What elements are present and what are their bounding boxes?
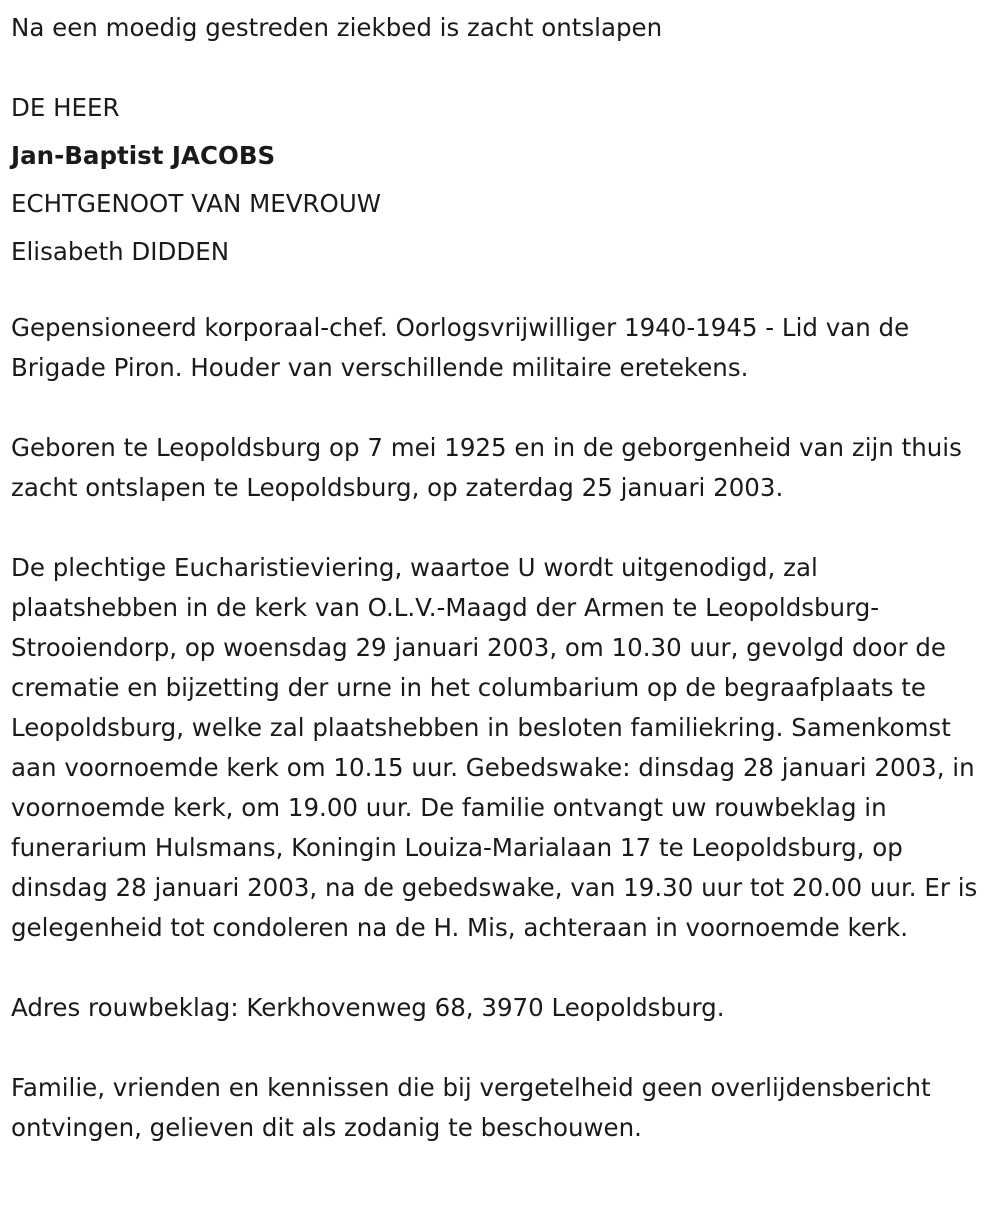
spouse-name: Elisabeth DIDDEN xyxy=(11,237,230,266)
intro-line: Na een moedig gestreden ziekbed is zacht ontslapen xyxy=(11,13,663,42)
career-paragraph: Gepensioneerd korporaal-chef. Oorlogsvrijwilliger 1940-1945 - Lid van de Brigade Piron. Houder van verschillende militaire eretekens. xyxy=(11,313,910,382)
title-prefix: DE HEER xyxy=(11,93,120,122)
ceremony-paragraph: De plechtige Eucharistieviering, waartoe U wordt uitgenodigd, zal plaatshebben in de kerk van O.L.V.-Maagd der Armen te Leopoldsburg-Strooiendorp, op woensdag 29 januari 2003, om 10.30 uur, gevolgd door de crematie en bijzetting der urne in het columbarium op de begraafplaats te Leopoldsburg, welke zal plaatshebben in besloten familiekring. Samenkomst aan voornoemde kerk om 10.15 uur. Gebedswake: dinsdag 28 januari 2003, in voornoemde kerk, om 19.00 uur. De familie ontvangt uw rouwbeklag in funerarium Hulsmans, Koningin Louiza-Marialaan 17 te Leopoldsburg, op dinsdag 28 januari 2003, na de gebedswake, van 19.30 uur tot 20.00 uur. Er is gelegenheid tot condoleren na de H. Mis, achteraan in voornoemde kerk. xyxy=(11,553,978,942)
birth-death-paragraph: Geboren te Leopoldsburg op 7 mei 1925 en in de geborgenheid van zijn thuis zacht ontslapen te Leopoldsburg, op zaterdag 25 januari 2003. xyxy=(11,433,962,502)
spouse-label: ECHTGENOOT VAN MEVROUW xyxy=(11,189,382,218)
address-paragraph: Adres rouwbeklag: Kerkhovenweg 68, 3970 Leopoldsburg. xyxy=(11,993,725,1022)
closing-paragraph: Familie, vrienden en kennissen die bij vergetelheid geen overlijdensbericht ontvingen, gelieven dit als zodanig te beschouwen. xyxy=(11,1073,931,1142)
deceased-name: Jan-Baptist JACOBS xyxy=(11,141,276,170)
